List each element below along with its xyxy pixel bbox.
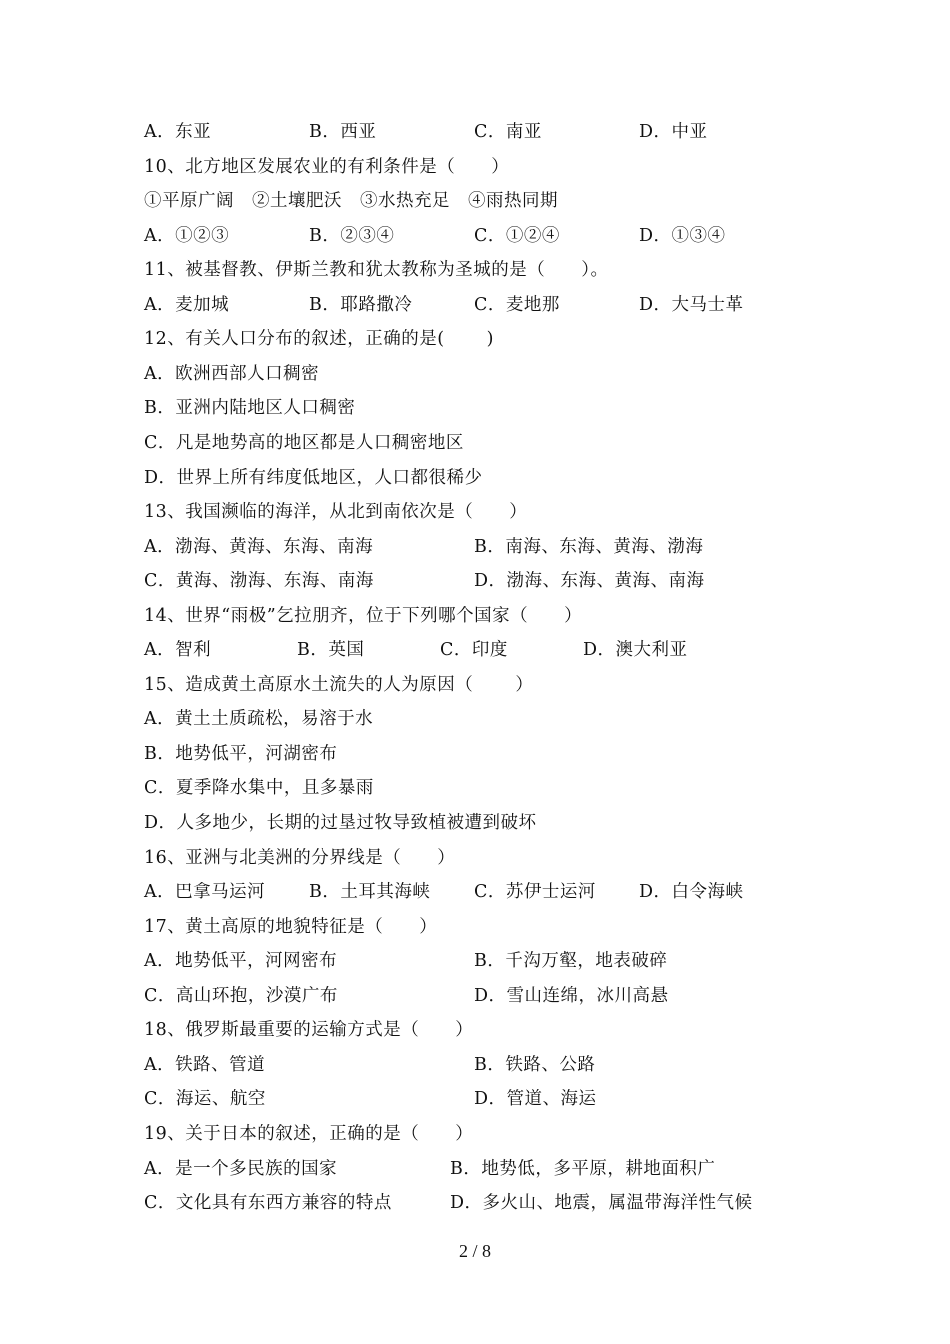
option-item: D．雪山连绵，冰川高悬: [474, 985, 669, 1006]
question-line: 19、关于日本的叙述，正确的是（ ）: [144, 1123, 474, 1144]
option-item: C．苏伊士运河: [474, 882, 596, 903]
option-item: D．多火山、地震，属温带海洋性气候: [450, 1193, 753, 1214]
option-item: C．高山环抱，沙漠广布: [144, 985, 338, 1006]
option-item: C．麦地那: [474, 294, 560, 315]
option-item: B．土耳其海峡: [309, 882, 431, 903]
question-line: 11、被基督教、伊斯兰教和犹太教称为圣城的是（ ）。: [144, 260, 609, 281]
question-line: A．欧洲西部人口稠密: [144, 363, 320, 384]
option-item: C．黄海、渤海、东海、南海: [144, 571, 374, 592]
option-item: B．英国: [297, 640, 365, 661]
option-item: A．①②③: [144, 225, 230, 246]
question-line: D．人多地少，长期的过垦过牧导致植被遭到破坏: [144, 813, 537, 833]
option-item: D．渤海、东海、黄海、南海: [474, 571, 705, 592]
option-item: B．②③④: [309, 225, 395, 246]
option-item: C．海运、航空: [144, 1089, 266, 1110]
option-item: C．印度: [440, 640, 508, 661]
option-item: B．西亚: [309, 122, 377, 142]
option-item: A．东亚: [144, 122, 212, 142]
option-item: B．南海、东海、黄海、渤海: [474, 536, 704, 557]
option-item: A．麦加城: [144, 294, 230, 315]
question-line: D．世界上所有纬度低地区，人口都很稀少: [144, 467, 483, 488]
question-line: 15、造成黄土高原水土流失的人为原因（ ）: [144, 674, 534, 695]
question-line: 18、俄罗斯最重要的运输方式是（ ）: [144, 1020, 474, 1041]
option-item: B．耶路撒冷: [309, 294, 413, 315]
option-item: A．地势低平，河网密布: [144, 951, 338, 972]
option-item: D．澳大利亚: [583, 640, 688, 661]
option-item: B．铁路、公路: [474, 1054, 596, 1075]
option-item: B．地势低，多平原，耕地面积广: [450, 1158, 716, 1179]
option-item: C．文化具有东西方兼容的特点: [144, 1193, 392, 1214]
question-line: B．亚洲内陆地区人口稠密: [144, 398, 356, 419]
option-item: D．管道、海运: [474, 1089, 597, 1110]
option-item: A．铁路、管道: [144, 1054, 266, 1075]
question-line: 17、黄土高原的地貌特征是（ ）: [144, 916, 438, 937]
page-number: 2 / 8: [458, 1241, 491, 1261]
option-item: C．①②④: [474, 225, 560, 246]
question-line: 13、我国濒临的海洋，从北到南依次是（ ）: [144, 502, 528, 523]
question-line: B．地势低平，河湖密布: [144, 743, 338, 764]
question-line: 12、有关人口分布的叙述，正确的是( ): [144, 329, 494, 350]
option-item: A．渤海、黄海、东海、南海: [144, 536, 374, 557]
question-line: 10、北方地区发展农业的有利条件是（ ）: [144, 156, 510, 177]
option-item: A．是一个多民族的国家: [144, 1158, 338, 1179]
question-line: C．夏季降水集中，且多暴雨: [144, 778, 374, 799]
option-item: D．中亚: [639, 122, 708, 142]
option-item: B．千沟万壑，地表破碎: [474, 951, 668, 972]
question-line: C．凡是地势高的地区都是人口稠密地区: [144, 432, 464, 453]
question-line: ①平原广阔 ②土壤肥沃 ③水热充足 ④雨热同期: [144, 191, 558, 212]
question-line: A．黄土土质疏松，易溶于水: [144, 709, 374, 730]
option-item: A．智利: [144, 640, 212, 661]
option-item: D．①③④: [639, 225, 726, 246]
option-item: C．南亚: [474, 122, 542, 142]
option-item: D．白令海峡: [639, 882, 744, 903]
question-line: 16、亚洲与北美洲的分界线是（ ）: [144, 847, 456, 868]
question-line: 14、世界“雨极”乞拉朋齐，位于下列哪个国家（ ）: [144, 605, 583, 626]
option-item: A．巴拿马运河: [144, 882, 266, 903]
option-item: D．大马士革: [639, 294, 744, 315]
